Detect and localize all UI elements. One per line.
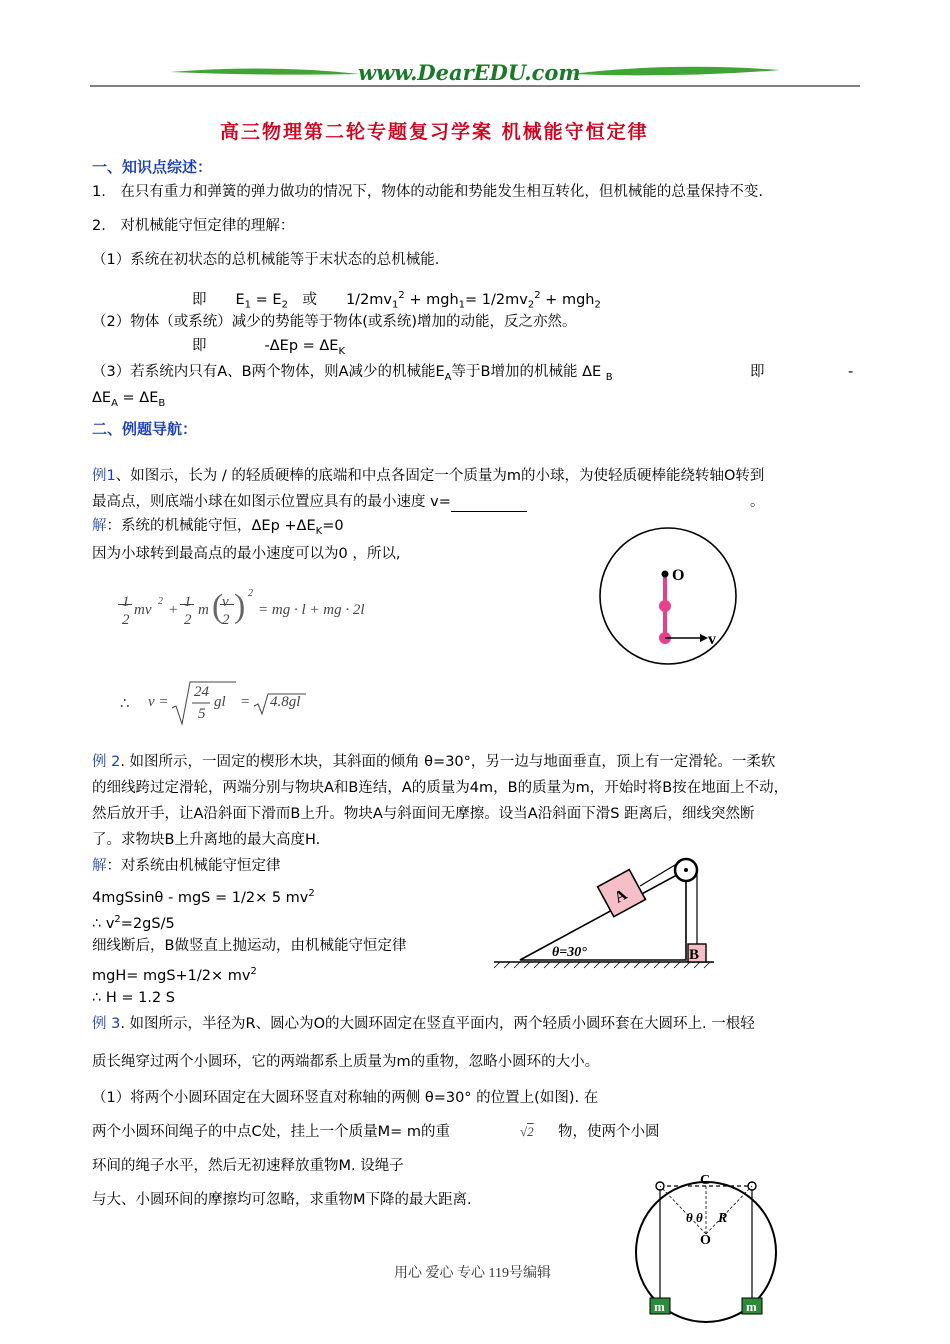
label-m-right: m [746,1299,757,1314]
example-1-line-2-end: 。 [750,494,765,510]
label-m-left: m [654,1299,665,1314]
ball-middle [659,600,671,612]
example-1-line-2: 最高点，则底端小球在如图示位置应具有的最小速度 v= [92,492,527,512]
example-1-equation-a: 1 2 mv 2 + 1 2 m ( v 2 ) 2 = mg · l + mg · 2l [118,592,368,644]
example-1-solution-2: 因为小球转到最高点的最小速度可以为0 ，所以, [92,546,401,562]
paragraph-5-minus: - [848,364,854,380]
example-2-solution-2: 4mgSsinθ - mgS = 1/2× 5 $mv^2$ [92,888,315,906]
page-title: 高三物理第二轮专题复习学案 机械能守恒定律 [220,121,649,143]
example-3-sqrt: √2 [520,1124,534,1139]
example-1-line-1: 例1、如图示，长为 / 的轻质硬棒的底端和中点各固定一个质量为m的小球，为使轻质硬棒能绕转轴O转到 [92,468,765,484]
paragraph-1: 1. 在只有重力和弹簧的弹力做功的情况下，物体的动能和势能发生相互转化，但机械能的总量保持不变. [92,184,763,200]
example-3-line-5: 环间的绳子水平，然后无初速释放重物M. 设绳子 [92,1158,404,1174]
pivot-point [662,571,669,578]
example-2-solution-5: $mgH= mgS+1/2\times mv^2$ [92,966,257,984]
example-1-equation-b: ∴ v = 24 5 gl = 4.8gl [118,680,338,730]
example-3-figure [620,1166,790,1326]
equation-potential-kinetic: 即 $-\Delta Ep = \Delta E_K$ [192,338,346,357]
label-o: O [672,567,685,584]
paragraph-3: （1）系统在初状态的总机械能等于末状态的总机械能. [92,252,440,268]
paragraph-5-ji: 即 [750,364,765,380]
label-o: O [700,1233,711,1248]
example-2-solution-3: ∴ $v^2=2gS/5$ [92,914,175,932]
paragraph-5-cont: $\Delta E_A = \Delta E_B$ [92,390,166,409]
example-2-solution-1: 解：对系统由机械能守恒定律 [92,858,281,874]
example-2-line-3: 然后放开手，让A沿斜面下滑而B上升。物块A与斜面间无摩擦。设当A沿斜面下滑S 距离后，细线突然断 [92,806,755,822]
section-heading-examples: 二、例题导航： [92,420,198,438]
pulley-axle [684,868,688,872]
example-3-line-6: 与大、小圆环间的摩擦均可忽略，求重物M下降的最大距离. [92,1192,472,1208]
paragraph-5: （3）若系统内只有A、B两个物体，则A减少的机械能$E_A$等于B增加的机械能 ΔE $_B$ [92,364,613,383]
logo-text: www.DearEDU.com [358,60,581,85]
radius-right [706,1186,752,1234]
paragraph-2: 2. 对机械能守恒定律的理解： [92,218,295,234]
label-angle: θ=30° [552,945,587,960]
example-3-line-2: 质长绳穿过两个小圆环，它的两端都系上质量为m的重物，忽略小圆环的大小。 [92,1054,600,1070]
answer-blank [451,497,527,512]
label-theta: θ θ [686,1210,703,1225]
example-3-line-4a: 两个小圆环间绳子的中点C处，挂上一个质量M= m的重 [92,1124,451,1140]
header-logo [90,58,860,90]
label-c: C [700,1173,711,1188]
example-1-solution-1: 解：系统的机械能守恒，$\Delta Ep +\Delta E_K=0$ [92,518,344,537]
example-1-figure [598,514,758,674]
example-2-solution-6: ∴ H = 1.2 S [92,990,175,1006]
label-r: R [718,1211,728,1226]
label-v: v [708,631,716,648]
example-3-line-1: 例 3. 如图所示，半径为R、圆心为O的大圆环固定在竖直平面内，两个轻质小圆环套在大圆环上. 一根轻 [92,1016,755,1032]
string-a [640,862,680,886]
label-a: A [611,886,630,907]
label-b: B [689,947,700,963]
example-3-line-3: （1）将两个小圆环固定在大圆环竖直对称轴的两侧 θ=30° 的位置上(如图). 在 [92,1090,599,1106]
arrow-head-icon [700,634,708,642]
page-footer: 用心 爱心 专心 119号编辑 [394,1266,551,1281]
ground-hatch [494,962,710,968]
example-3-line-4b: 物，使两个小圆 [558,1124,660,1140]
example-2-line-2: 的细线跨过定滑轮，两端分别与物块A和B连结，A的质量为4m，B的质量为m，开始时将B按在地面上不动， [92,780,789,796]
example-2-line-4: 了。求物块B上升离地的最大高度H. [92,832,321,848]
example-2-solution-4: 细线断后，B做竖直上抛运动，由机械能守恒定律 [92,938,407,954]
equation-energy-conservation: 即 $E_1 = E_2$ 或 $1/2mv_1^2 + mgh_1= 1/2mv_2^2 + mgh_2$ [192,290,601,311]
paragraph-4: （2）物体（或系统）减少的势能等于物体(或系统)增加的动能，反之亦然。 [92,314,577,330]
example-2-figure [490,852,720,972]
example-2-line-1: 例 2. 如图所示，一固定的楔形木块，其斜面的倾角 θ=30°，另一边与地面垂直，顶上有一定滑轮。一柔软 [92,754,776,770]
section-heading-knowledge: 一、知识点综述： [92,158,213,176]
